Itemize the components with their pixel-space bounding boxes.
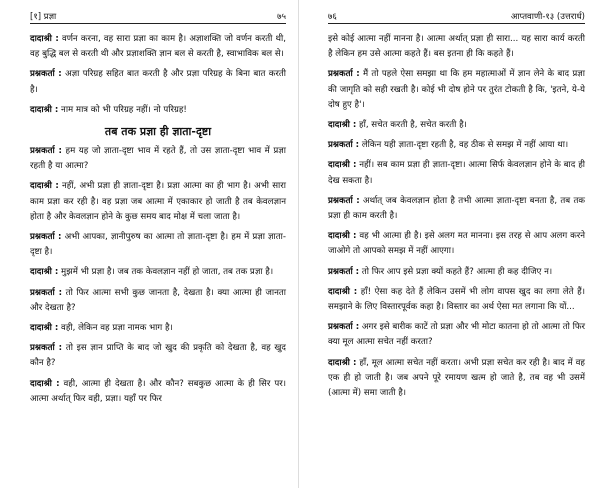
speaker-label: दादाश्री : bbox=[328, 357, 357, 368]
speaker-label: प्रश्नकर्ता : bbox=[30, 69, 62, 80]
speaker-label: दादाश्री : bbox=[30, 181, 59, 192]
dialogue-paragraph bbox=[30, 67, 286, 97]
left-page-header bbox=[30, 6, 286, 24]
dialogue-paragraph bbox=[328, 118, 585, 133]
speaker-label: प्रश्नकर्ता : bbox=[328, 322, 360, 333]
paragraph-text: हाँ, मूल आत्मा सचेत नहीं करता। अभी प्रज्ञा सचेत कर रही है। बाद में वह एक ही हो जाती है। जब अपने पूरे रमायण खत्म हो जाते है, तब वह भी उसमें (आत्मा में) समा जाती है। bbox=[328, 357, 585, 399]
speaker-label: दादाश्री : bbox=[30, 378, 60, 389]
speaker-label: प्रश्नकर्ता : bbox=[328, 266, 360, 277]
right-page bbox=[304, 0, 599, 488]
speaker-label: दादाश्री : bbox=[328, 160, 357, 171]
paragraph-text: वही, आत्मा ही देखता है। और कौन? सबकुछ आत्मा के ही सिर पर। आत्मा अर्थात् फिर वही, प्रज्ञा। यहाँ पर फिर bbox=[30, 378, 286, 404]
speaker-label: दादाश्री : bbox=[30, 104, 59, 115]
paragraph-text: लेकिन यही ज्ञाता-दृष्टा रहती है, वह ठीक से समझ में नहीं आया था। bbox=[359, 140, 569, 151]
dialogue-paragraph bbox=[30, 103, 286, 118]
dialogue-paragraph bbox=[30, 377, 286, 407]
paragraph-text: मुझमें भी प्रज्ञा है। जब तक केवलज्ञान नहीं हो जाता, तब तक प्रज्ञा है। bbox=[58, 267, 274, 278]
dialogue-paragraph bbox=[30, 341, 286, 371]
right-page-body bbox=[328, 32, 585, 401]
paragraph-text: अगर इसे बारीक काटें तो प्रज्ञा और भी मोटा कातना हो तो आत्मा तो फिर क्या मूल आत्मा सचेत नहीं करता? bbox=[328, 322, 586, 348]
right-header-book-title: आप्तवाणी-१३ (उत्तरार्ध) bbox=[510, 12, 585, 22]
speaker-label: दादाश्री : bbox=[30, 34, 59, 44]
dialogue-paragraph bbox=[30, 144, 286, 174]
dialogue-paragraph bbox=[328, 32, 585, 62]
speaker-label: दादाश्री : bbox=[30, 323, 59, 334]
dialogue-paragraph bbox=[328, 158, 585, 188]
paragraph-text: हम यह जो ज्ञाता-दृष्टा भाव में रहते हैं, तो उस ज्ञाता-दृष्टा भाव में प्रज्ञा रहती है या आत्मा? bbox=[30, 146, 286, 172]
speaker-label: दादाश्री : bbox=[30, 267, 59, 278]
dialogue-paragraph bbox=[328, 320, 585, 350]
page-gutter bbox=[298, 0, 299, 488]
paragraph-text: नहीं। सब काम प्रज्ञा ही ज्ञाता-दृष्टा। आत्मा सिर्फ केवलज्ञान होने के बाद ही देख सकता है। bbox=[328, 160, 585, 186]
dialogue-paragraph bbox=[328, 67, 585, 113]
paragraph-text: तो फिर आत्मा सभी कुछ जानता है, देखता है। क्या आत्मा ही जानता और देखता है? bbox=[30, 287, 287, 313]
speaker-label: प्रश्नकर्ता : bbox=[30, 232, 62, 243]
dialogue-paragraph bbox=[328, 285, 585, 315]
speaker-label: प्रश्नकर्ता : bbox=[328, 195, 360, 206]
paragraph-text: नहीं, अभी प्रज्ञा ही ज्ञाता-दृष्टा है। प्रज्ञा आत्मा का ही भाग है। अभी सारा काम प्रज्ञा कर रही है। वह प्रज्ञा जब आत्मा में एकाकार हो जाती है तब केवलज्ञान होता है और केवलज्ञान होने के कुछ समय बाद मोक्ष में चला जाता है। bbox=[30, 181, 286, 222]
paragraph-text: अभी आपका, ज्ञानीपुरुष का आत्मा तो ज्ञाता-दृष्टा है। हम में प्रज्ञा ज्ञाता-दृष्टा है। bbox=[30, 232, 287, 258]
speaker-label: दादाश्री : bbox=[328, 231, 357, 242]
right-page-header bbox=[328, 6, 585, 24]
dialogue-paragraph bbox=[30, 179, 286, 225]
left-page-body bbox=[30, 32, 286, 407]
paragraph-text: अज्ञा परिग्रह सहित बात करती है और प्रज्ञा परिग्रह के बिना बात करती है। bbox=[30, 69, 286, 95]
dialogue-paragraph bbox=[30, 230, 286, 260]
speaker-label: प्रश्नकर्ता : bbox=[30, 146, 62, 157]
speaker-label: प्रश्नकर्ता : bbox=[30, 343, 63, 354]
dialogue-paragraph bbox=[328, 138, 585, 153]
dialogue-paragraph bbox=[30, 265, 286, 280]
paragraph-text: हाँ! ऐसा कह देते हैं लेकिन उसमें भी लोग वापस खुद का लगा लेते हैं। समझाने के लिए विस्तारपूर्वक कहा है। विस्तार का अर्थ ऐसा मत लगाना कि यों... bbox=[328, 286, 585, 313]
paragraph-text: हाँ, सचेत करती है, सचेत करती है। bbox=[356, 120, 467, 131]
left-page-number: ७५ bbox=[277, 12, 286, 22]
paragraph-text: वह भी आत्मा ही है। इसे अलग मत मानना। इस तरह से आप अलग करने जाओगे तो आपको समझ में नहीं आएगा। bbox=[328, 231, 585, 257]
speaker-label: प्रश्नकर्ता : bbox=[30, 287, 63, 298]
paragraph-text: वर्णन करना, वह सारा प्रज्ञा का काम है। अज्ञाशक्ति जो वर्णन करती थी, वह बुद्धि बल से करती थी और प्रज्ञाशक्ति ज्ञान बल से करती है, स्वाभाविक बल से। bbox=[30, 34, 286, 60]
paragraph-text: इसे कोई आत्मा नहीं मानना है। आत्मा अर्थात् प्रज्ञा ही सारा... यह सारा कार्य करती है लेकिन हम उसे आत्मा कहते हैं। बस इतना ही कि कहते हैं। bbox=[328, 34, 585, 60]
speaker-label: प्रश्नकर्ता : bbox=[328, 69, 360, 80]
paragraph-text: मैं तो पहले ऐसा समझा था कि हम महात्माओं में ज्ञान लेने के बाद प्रज्ञा की जागृति को सही रखती है। कोई भी दोष होने पर तुरंत टोकती है कि, 'इतने, ये-ये दोष हुए है'। bbox=[328, 69, 585, 110]
dialogue-paragraph bbox=[328, 356, 585, 402]
dialogue-paragraph bbox=[328, 265, 585, 280]
paragraph-text: अर्थात् जब केवलज्ञान होता है तभी आत्मा ज्ञाता-दृष्टा बनता है, तब तक प्रज्ञा ही काम करती है। bbox=[328, 195, 585, 222]
dialogue-paragraph bbox=[30, 321, 286, 336]
left-header-chapter: [१] प्रज्ञा bbox=[30, 12, 57, 22]
dialogue-paragraph bbox=[328, 229, 585, 259]
speaker-label: दादाश्री : bbox=[328, 120, 357, 131]
right-page-number: ७६ bbox=[328, 12, 337, 22]
paragraph-text: तो इस ज्ञान प्राप्ति के बाद जो खुद की प्रकृति को देखता है, वह खुद कौन है? bbox=[30, 343, 286, 369]
paragraph-text: नाम मात्र को भी परिग्रह नहीं। नो परिग्रह! bbox=[58, 104, 187, 115]
dialogue-paragraph bbox=[30, 32, 286, 62]
dialogue-paragraph bbox=[30, 286, 286, 316]
section-heading: तब तक प्रज्ञा ही ज्ञाता-दृष्टा bbox=[104, 125, 212, 139]
speaker-label: प्रश्नकर्ता : bbox=[328, 140, 360, 151]
paragraph-text: वही, लेकिन वह प्रज्ञा नामक भाग है। bbox=[58, 323, 173, 334]
paragraph-text: तो फिर आप इसे प्रज्ञा क्यों कहते हैं? आत्मा ही कह दीजिए न। bbox=[359, 266, 553, 277]
dialogue-paragraph bbox=[328, 194, 585, 224]
speaker-label: दादाश्री : bbox=[328, 286, 358, 297]
left-page bbox=[0, 0, 296, 488]
